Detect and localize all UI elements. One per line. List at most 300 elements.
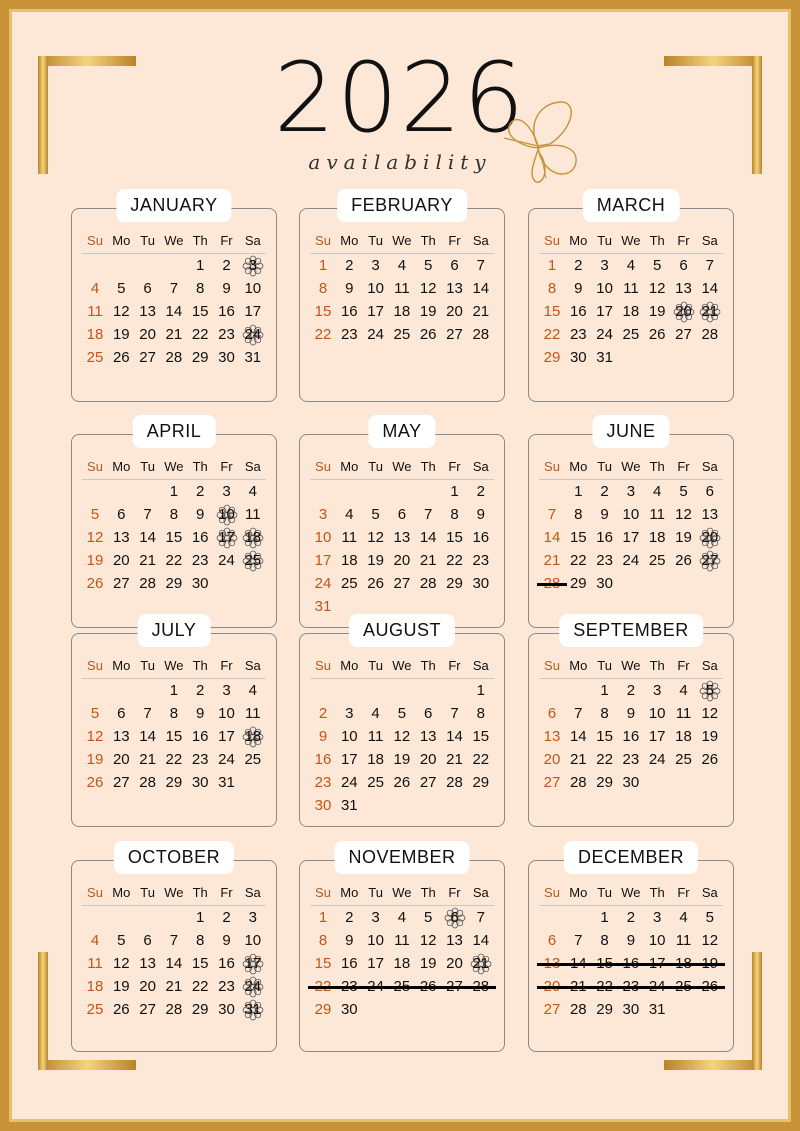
day-cell: 16 [218, 955, 235, 972]
day-cell: 11 [649, 506, 665, 523]
weekday-header: Mo [340, 885, 359, 900]
day-cell: 8 [600, 932, 609, 949]
month-june [528, 421, 734, 628]
day-cell: 27 [419, 774, 437, 791]
day-cell: 26 [419, 326, 437, 343]
day-cell: 20 [543, 751, 561, 768]
weekday-header: Tu [368, 885, 383, 900]
month-march [528, 195, 734, 402]
day-cell: 11 [394, 932, 410, 949]
day-cell: 12 [701, 932, 719, 949]
day-cell: 3 [600, 257, 609, 274]
weekday-header: Th [649, 233, 665, 248]
day-cell: 6 [143, 932, 152, 949]
day-cell: 9 [196, 506, 205, 523]
day-cell: 24 [244, 326, 262, 343]
day-cell: 19 [419, 303, 437, 320]
weekday-header: Th [649, 459, 665, 474]
butterfly-icon [498, 98, 582, 184]
day-cell: 19 [112, 326, 130, 343]
day-cell: 9 [626, 932, 636, 949]
day-cell: 23 [191, 751, 209, 768]
day-cell: 10 [648, 705, 666, 722]
weekday-header: We [621, 233, 641, 248]
day-cell: 27 [543, 1001, 561, 1018]
day-cell: 5 [371, 506, 380, 523]
weekday-header: Su [315, 459, 331, 474]
day-cell: 31 [218, 774, 235, 791]
weekday-header: We [621, 658, 641, 673]
weekday-header: We [621, 885, 641, 900]
day-cell: 26 [675, 552, 692, 569]
day-cell: 4 [626, 257, 636, 274]
day-cell: 4 [653, 483, 662, 500]
day-cell: 5 [117, 280, 126, 297]
day-cell: 11 [87, 955, 103, 972]
day-cell: 18 [648, 529, 666, 546]
day-cell: 17 [244, 303, 262, 320]
day-cell: 14 [472, 280, 490, 297]
weekday-header: Th [192, 233, 208, 248]
header-divider [82, 253, 266, 254]
day-cell: 3 [371, 909, 380, 926]
day-cell: 3 [371, 257, 380, 274]
day-cell: 24 [622, 552, 640, 569]
day-cell: 15 [446, 529, 463, 546]
day-cell: 16 [314, 751, 332, 768]
day-cell: 16 [596, 529, 613, 546]
day-cell: 22 [569, 552, 587, 569]
day-cell: 21 [543, 552, 561, 569]
corner-frame-bottom-left [38, 1060, 136, 1070]
weekday-header: We [164, 459, 184, 474]
day-cell: 7 [169, 932, 179, 949]
day-cell: 5 [424, 257, 433, 274]
day-cell: 11 [623, 280, 639, 297]
day-cell: 22 [191, 326, 209, 343]
weekday-header: Sa [472, 885, 489, 900]
day-cell: 16 [191, 728, 209, 745]
page-title: 2026 [273, 42, 527, 154]
weekday-header: Mo [569, 885, 588, 900]
weekday-header: Th [192, 459, 208, 474]
day-cell: 4 [371, 705, 380, 722]
strikethrough-line [308, 986, 496, 989]
month-february [299, 195, 505, 402]
day-cell: 25 [244, 552, 262, 569]
day-cell: 4 [248, 682, 257, 699]
weekday-header: Su [315, 233, 331, 248]
day-cell: 19 [701, 728, 719, 745]
month-name: JANUARY [116, 189, 231, 222]
day-cell: 30 [314, 797, 332, 814]
day-cell: 18 [244, 728, 262, 745]
weekday-header: Tu [140, 885, 155, 900]
day-cell: 13 [543, 728, 561, 745]
day-cell: 1 [196, 257, 205, 274]
day-cell: 7 [574, 705, 583, 722]
day-cell: 18 [622, 303, 640, 320]
header-divider [310, 479, 494, 480]
day-cell: 11 [341, 529, 358, 546]
day-cell: 3 [345, 705, 354, 722]
day-cell: 11 [394, 280, 410, 297]
day-cell: 25 [622, 326, 640, 343]
day-cell: 27 [393, 575, 411, 592]
month-december [528, 847, 734, 1052]
day-cell: 26 [367, 575, 384, 592]
weekday-header: Sa [244, 459, 261, 474]
day-cell: 10 [244, 280, 262, 297]
weekday-header: Fr [448, 885, 461, 900]
day-cell: 13 [112, 728, 130, 745]
weekday-header: Fr [220, 885, 233, 900]
weekday-header: Tu [368, 459, 383, 474]
day-cell: 4 [397, 257, 407, 274]
day-cell: 19 [393, 751, 411, 768]
weekday-header: Fr [448, 459, 461, 474]
day-cell: 6 [424, 705, 433, 722]
day-cell: 7 [476, 909, 485, 926]
weekday-header: Th [649, 658, 665, 673]
day-cell: 2 [626, 682, 636, 699]
weekday-header: Su [315, 885, 331, 900]
day-cell: 5 [90, 506, 100, 523]
day-cell: 11 [675, 932, 692, 949]
weekday-header: Sa [701, 885, 718, 900]
weekday-header: Mo [569, 233, 588, 248]
day-cell: 28 [569, 1001, 587, 1018]
day-cell: 28 [139, 575, 156, 592]
weekday-header: Tu [597, 233, 612, 248]
day-cell: 8 [196, 932, 205, 949]
weekday-header: Su [87, 658, 103, 673]
day-cell: 19 [367, 552, 384, 569]
day-cell: 5 [705, 909, 714, 926]
day-cell: 29 [596, 1001, 613, 1018]
day-cell: 1 [476, 682, 485, 699]
day-cell: 11 [675, 705, 692, 722]
day-cell: 15 [543, 303, 561, 320]
day-cell: 11 [245, 705, 261, 722]
day-cell: 27 [675, 326, 692, 343]
day-cell: 23 [314, 774, 332, 791]
day-cell: 16 [472, 529, 490, 546]
day-cell: 29 [596, 774, 613, 791]
day-cell: 14 [543, 529, 561, 546]
day-cell: 14 [569, 728, 587, 745]
day-cell: 23 [340, 326, 358, 343]
day-cell: 20 [419, 751, 437, 768]
day-cell: 29 [165, 575, 183, 592]
day-cell: 18 [244, 529, 262, 546]
day-cell: 23 [218, 326, 235, 343]
weekday-header: Th [649, 885, 665, 900]
day-cell: 8 [318, 280, 328, 297]
weekday-header: Su [315, 658, 331, 673]
weekday-header: Su [544, 658, 560, 673]
day-cell: 7 [705, 257, 714, 274]
month-name: NOVEMBER [334, 841, 469, 874]
day-cell: 21 [472, 303, 490, 320]
weekday-header: We [164, 658, 184, 673]
day-cell: 8 [169, 506, 179, 523]
day-cell: 26 [112, 349, 130, 366]
day-cell: 17 [314, 552, 332, 569]
header-divider [82, 479, 266, 480]
day-cell: 10 [314, 529, 332, 546]
day-cell: 21 [701, 303, 719, 320]
day-cell: 7 [450, 705, 459, 722]
day-cell: 25 [86, 1001, 104, 1018]
day-cell: 16 [340, 955, 358, 972]
day-cell: 3 [318, 506, 328, 523]
day-cell: 22 [446, 552, 463, 569]
corner-frame-bottom-left [38, 952, 48, 1070]
day-cell: 27 [112, 575, 130, 592]
day-cell: 8 [600, 705, 609, 722]
day-cell: 18 [367, 751, 384, 768]
weekday-header: Fr [220, 658, 233, 673]
day-cell: 10 [367, 932, 384, 949]
day-cell: 20 [139, 326, 156, 343]
corner-frame-bottom-right [752, 952, 762, 1070]
day-cell: 29 [569, 575, 587, 592]
day-cell: 22 [191, 978, 209, 995]
day-cell: 17 [218, 728, 235, 745]
day-cell: 5 [90, 705, 100, 722]
day-cell: 17 [367, 303, 384, 320]
day-cell: 13 [701, 506, 719, 523]
day-cell: 2 [196, 682, 205, 699]
day-cell: 13 [419, 728, 437, 745]
weekday-header: Su [544, 233, 560, 248]
weekday-header: Fr [677, 658, 690, 673]
day-cell: 2 [345, 257, 354, 274]
day-cell: 6 [117, 705, 126, 722]
day-cell: 15 [596, 728, 613, 745]
day-cell: 3 [222, 682, 231, 699]
day-cell: 10 [648, 932, 666, 949]
day-cell: 2 [600, 483, 609, 500]
day-cell: 3 [653, 682, 662, 699]
day-cell: 17 [218, 529, 235, 546]
weekday-header: We [392, 658, 412, 673]
day-cell: 18 [340, 552, 358, 569]
day-cell: 21 [446, 751, 463, 768]
day-cell: 6 [397, 506, 407, 523]
day-cell: 15 [165, 529, 183, 546]
weekday-header: Su [544, 885, 560, 900]
day-cell: 9 [318, 728, 328, 745]
day-cell: 10 [596, 280, 613, 297]
day-cell: 2 [196, 483, 205, 500]
day-cell: 31 [244, 1001, 262, 1018]
weekday-header: Fr [448, 233, 461, 248]
day-cell: 15 [314, 955, 332, 972]
day-cell: 30 [569, 349, 587, 366]
month-name: AUGUST [349, 614, 455, 647]
day-cell: 21 [165, 326, 183, 343]
day-cell: 1 [318, 909, 328, 926]
day-cell: 6 [547, 705, 557, 722]
weekday-header: Fr [220, 233, 233, 248]
day-cell: 25 [367, 774, 384, 791]
day-cell: 20 [446, 303, 463, 320]
day-cell: 13 [112, 529, 130, 546]
day-cell: 8 [547, 280, 557, 297]
day-cell: 1 [547, 257, 557, 274]
weekday-header: Mo [569, 459, 588, 474]
weekday-header: Fr [677, 233, 690, 248]
day-cell: 23 [218, 978, 235, 995]
month-january [71, 195, 277, 402]
day-cell: 1 [169, 483, 179, 500]
day-cell: 7 [424, 506, 433, 523]
weekday-header: Sa [701, 233, 718, 248]
day-cell: 13 [139, 303, 156, 320]
weekday-header: Sa [472, 459, 489, 474]
weekday-header: Sa [244, 885, 261, 900]
day-cell: 14 [139, 529, 156, 546]
month-name: APRIL [133, 415, 216, 448]
day-cell: 28 [701, 326, 719, 343]
day-cell: 30 [218, 349, 235, 366]
day-cell: 6 [679, 257, 688, 274]
day-cell: 7 [143, 705, 152, 722]
day-cell: 7 [143, 506, 152, 523]
day-cell: 29 [314, 1001, 332, 1018]
day-cell: 8 [169, 705, 179, 722]
day-cell: 31 [314, 598, 332, 615]
day-cell: 14 [419, 529, 437, 546]
weekday-header: Tu [140, 658, 155, 673]
day-cell: 28 [569, 774, 587, 791]
month-name: MAY [368, 415, 435, 448]
day-cell: 19 [648, 303, 666, 320]
month-november [299, 847, 505, 1052]
day-cell: 29 [472, 774, 490, 791]
weekday-header: Mo [112, 233, 131, 248]
weekday-header: Th [420, 233, 436, 248]
weekday-header: Th [420, 459, 436, 474]
header-divider [82, 905, 266, 906]
day-cell: 2 [345, 909, 354, 926]
day-cell: 9 [574, 280, 583, 297]
day-cell: 9 [476, 506, 485, 523]
weekday-header: Su [87, 233, 103, 248]
day-cell: 6 [143, 280, 152, 297]
day-cell: 30 [218, 1001, 235, 1018]
day-cell: 17 [340, 751, 358, 768]
day-cell: 29 [191, 1001, 209, 1018]
day-cell: 20 [446, 955, 463, 972]
day-cell: 18 [393, 303, 411, 320]
day-cell: 30 [340, 1001, 358, 1018]
header-divider [539, 905, 723, 906]
month-september [528, 620, 734, 827]
day-cell: 14 [165, 303, 183, 320]
day-cell: 24 [244, 978, 262, 995]
day-cell: 5 [117, 932, 126, 949]
day-cell: 15 [165, 728, 183, 745]
day-cell: 24 [218, 751, 235, 768]
day-cell: 22 [543, 326, 561, 343]
day-cell: 26 [393, 774, 411, 791]
header-divider [82, 678, 266, 679]
day-cell: 26 [86, 774, 104, 791]
day-cell: 15 [191, 303, 209, 320]
day-cell: 21 [139, 552, 156, 569]
day-cell: 9 [626, 705, 636, 722]
day-cell: 30 [622, 1001, 640, 1018]
day-cell: 1 [600, 682, 609, 699]
day-cell: 7 [574, 932, 583, 949]
day-cell: 2 [222, 909, 231, 926]
day-cell: 15 [191, 955, 209, 972]
weekday-header: We [392, 459, 412, 474]
weekday-header: Su [87, 885, 103, 900]
day-cell: 4 [679, 909, 688, 926]
day-cell: 2 [476, 483, 485, 500]
day-cell: 19 [675, 529, 692, 546]
weekday-header: Tu [597, 658, 612, 673]
weekday-header: We [164, 885, 184, 900]
month-august [299, 620, 505, 827]
day-cell: 28 [165, 1001, 183, 1018]
day-cell: 12 [367, 529, 384, 546]
day-cell: 27 [701, 552, 719, 569]
day-cell: 22 [165, 751, 183, 768]
day-cell: 29 [165, 774, 183, 791]
day-cell: 17 [596, 303, 613, 320]
day-cell: 16 [569, 303, 587, 320]
header-divider [310, 678, 494, 679]
day-cell: 8 [450, 506, 459, 523]
weekday-header: Su [87, 459, 103, 474]
day-cell: 4 [345, 506, 354, 523]
weekday-header: Mo [340, 459, 359, 474]
day-cell: 12 [701, 705, 719, 722]
weekday-header: Fr [677, 459, 690, 474]
day-cell: 25 [393, 326, 411, 343]
day-cell: 6 [117, 506, 126, 523]
month-october [71, 847, 277, 1052]
day-cell: 2 [574, 257, 583, 274]
day-cell: 23 [622, 751, 640, 768]
day-cell: 15 [314, 303, 332, 320]
day-cell: 3 [626, 483, 636, 500]
day-cell: 3 [653, 909, 662, 926]
day-cell: 1 [600, 909, 609, 926]
day-cell: 23 [191, 552, 209, 569]
weekday-header: Mo [112, 658, 131, 673]
month-name: FEBRUARY [337, 189, 467, 222]
weekday-header: Th [420, 885, 436, 900]
day-cell: 12 [675, 506, 692, 523]
day-cell: 9 [222, 280, 231, 297]
day-cell: 13 [675, 280, 692, 297]
day-cell: 12 [112, 303, 130, 320]
day-cell: 14 [446, 728, 463, 745]
day-cell: 4 [397, 909, 407, 926]
day-cell: 1 [574, 483, 583, 500]
weekday-header: We [392, 885, 412, 900]
day-cell: 11 [367, 728, 384, 745]
day-cell: 25 [244, 751, 262, 768]
weekday-header: We [621, 459, 641, 474]
day-cell: 23 [472, 552, 490, 569]
